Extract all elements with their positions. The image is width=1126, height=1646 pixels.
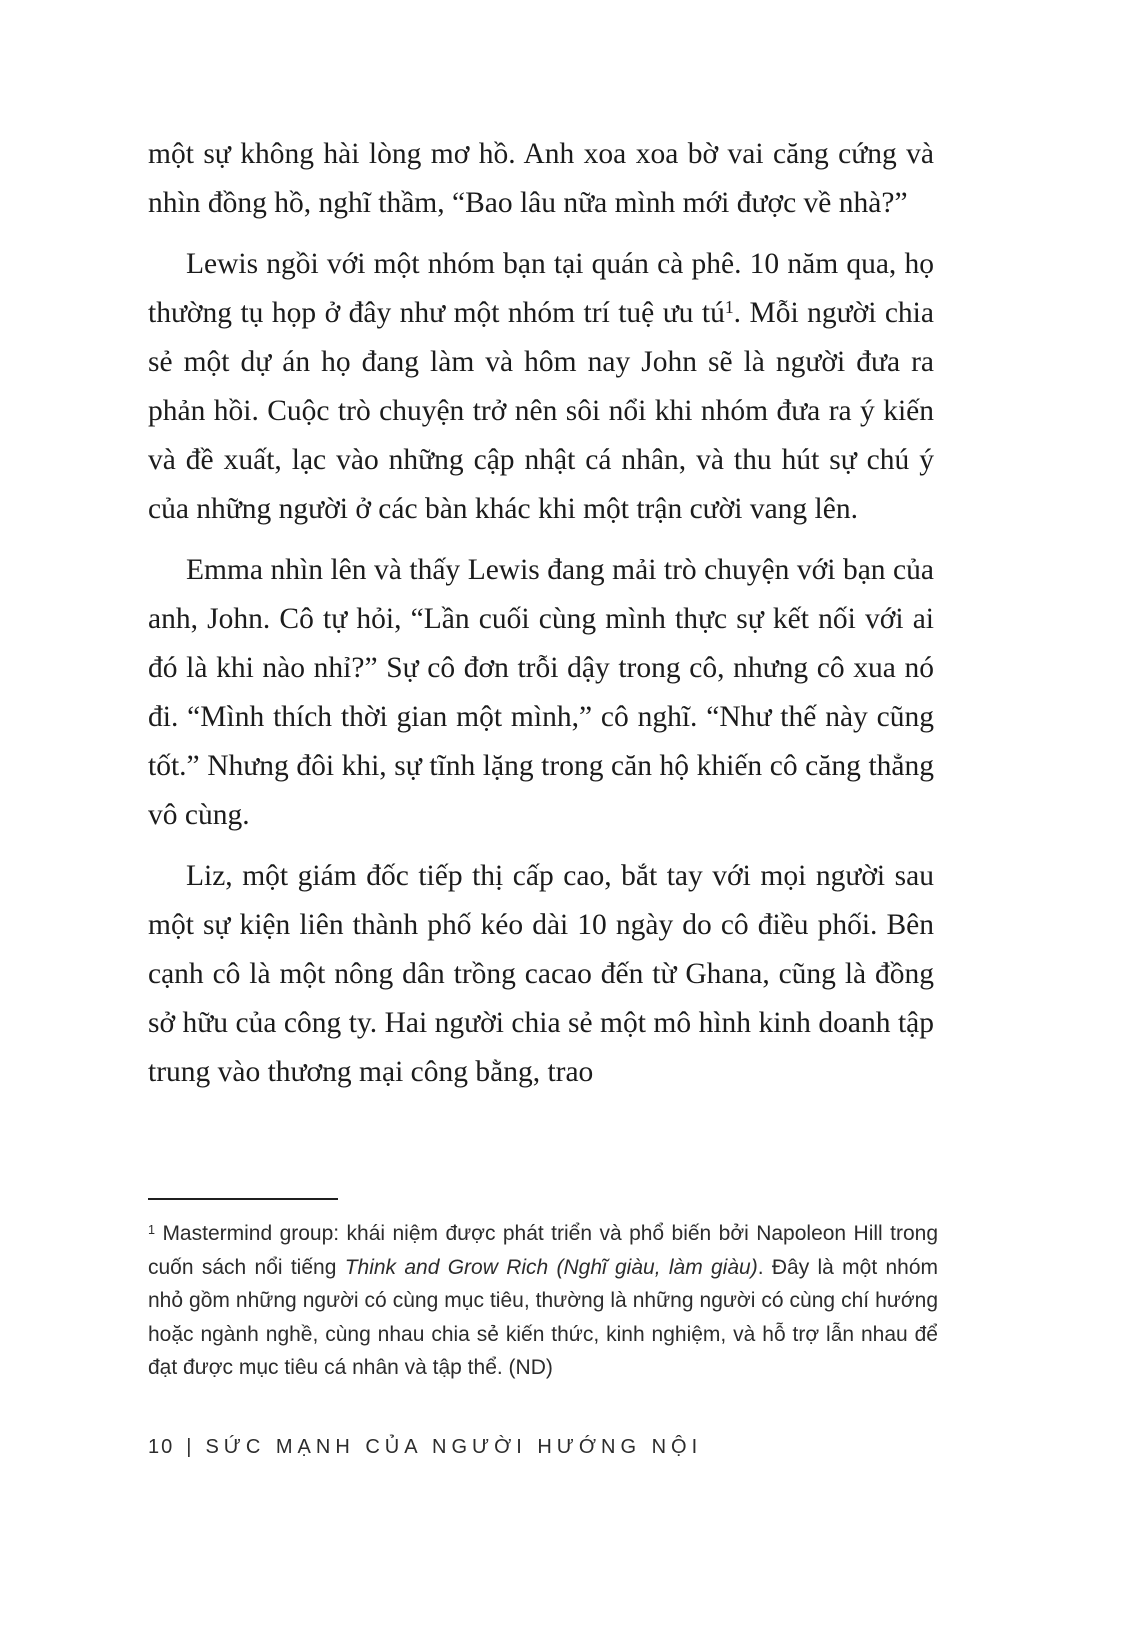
footnote-reference: 1 — [724, 297, 734, 318]
paragraph — [148, 240, 934, 534]
book-title: SỨC MẠNH CỦA NGƯỜI HƯỚNG NỘI — [205, 1436, 703, 1458]
text-segment: Liz, một giám đốc tiếp thị cấp cao, bắt tay với mọi người sau một sự kiện liên thành phố kéo dài 10 ngày do cô điều phối. Bên cạnh cô là một nông dân trồng cacao đến từ Ghana, cũng là đồng sở hữu của công ty. Hai người chia sẻ một mô hình kinh doanh tập trung vào thương mại công bằng, trao — [148, 860, 934, 1088]
text-segment: . Mỗi người chia sẻ một dự án họ đang làm và hôm nay John sẽ là người đưa ra phản hồi. Cuộc trò chuyện trở nên sôi nổi khi nhóm đưa ra ý kiến và đề xuất, lạc vào những cập nhật cá nhân, và thu hút sự chú ý của những người ở các bàn khác khi một trận cười vang lên. — [148, 297, 934, 525]
text-segment: . Đây là một nhóm nhỏ gồm những người có cùng mục tiêu, thường là những người có cùng chí hướng hoặc ngành nghề, cùng nhau chia sẻ kiến thức, kinh nghiệm, và hỗ trợ lẫn nhau để đạt được mục tiêu cá nhân và tập thể. (ND) — [148, 1255, 939, 1379]
paragraph — [148, 130, 934, 228]
page-footer — [148, 1436, 702, 1459]
text-segment: một sự không hài lòng mơ hồ. Anh xoa xoa bờ vai căng cứng và nhìn đồng hồ, nghĩ thầm, “Bao lâu nữa mình mới được về nhà?” — [148, 138, 934, 219]
text-segment: Emma nhìn lên và thấy Lewis đang mải trò chuyện với bạn của anh, John. Cô tự hỏi, “Lần cuối cùng mình thực sự kết nối với ai đó là khi nào nhỉ?” Sự cô đơn trỗi dậy trong cô, nhưng cô xua nó đi. “Mình thích thời gian một mình,” cô nghĩ. “Như thế này cũng tốt.” Nhưng đôi khi, sự tĩnh lặng trong căn hộ khiến cô căng thẳng vô cùng. — [148, 554, 934, 831]
footnote-text — [148, 1217, 938, 1385]
footnote-area — [148, 1198, 938, 1385]
footnote-reference: 1 — [148, 1222, 156, 1237]
text-segment: Mastermind group: khái niệm được phát triển và phổ biến bởi Napoleon Hill trong cuốn sách nổi tiếng — [148, 1222, 938, 1279]
paragraph — [148, 546, 934, 840]
text-segment: Think and Grow Rich (Nghĩ giàu, làm giàu) — [344, 1255, 758, 1279]
footer-divider: | — [186, 1436, 192, 1458]
text-segment: Lewis ngồi với một nhóm bạn tại quán cà phê. 10 năm qua, họ thường tụ họp ở đây như một nhóm trí tuệ ưu tú — [148, 248, 934, 329]
paragraph — [148, 852, 934, 1097]
footnote-separator — [148, 1198, 338, 1200]
body-text — [148, 130, 934, 1109]
page-number: 10 — [148, 1436, 175, 1458]
